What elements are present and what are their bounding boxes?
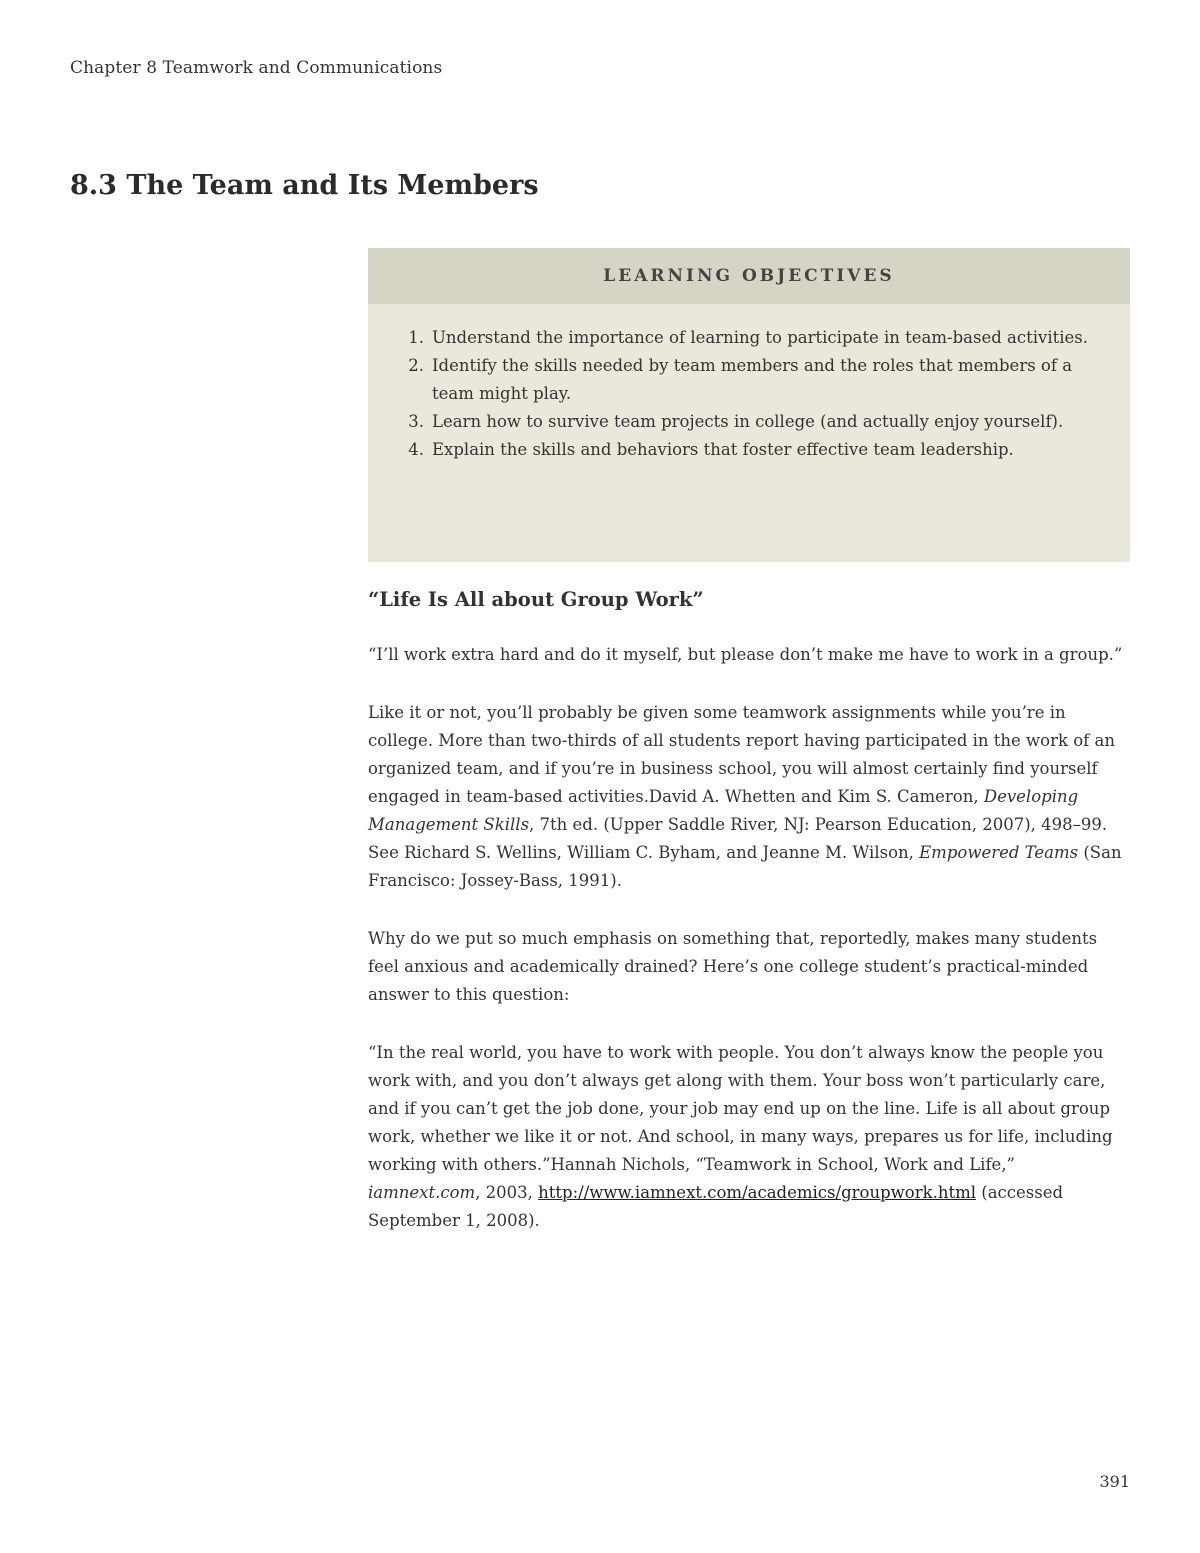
objective-item xyxy=(408,324,1090,352)
objective-number: 3. xyxy=(408,412,424,431)
paragraph-teamwork-assignments xyxy=(368,699,1130,895)
paragraph-text: , 2003, xyxy=(475,1183,539,1202)
subheading: “Life Is All about Group Work” xyxy=(368,588,704,611)
learning-objectives-header: LEARNING OBJECTIVES xyxy=(368,248,1130,304)
book-title: Developing Management Skills xyxy=(368,787,1079,834)
objective-number: 2. xyxy=(408,356,424,375)
website-name: iamnext.com xyxy=(368,1183,476,1202)
paragraph-text: “In the real world, you have to work with people. You don’t always know the people you work with, and you don’t always get along with them. Your boss won’t particularly care, and if you can’t get the job done, your job may end up on the line. Life is all about group work, whether we like it or not. And school, in many ways, prepares us for life, including working with others.”Hannah Nichols, “Teamwork in School, Work and Life,” xyxy=(368,1043,1113,1174)
paragraph-quote: “I’ll work extra hard and do it myself, but please don’t make me have to work in a group.” xyxy=(368,645,1123,664)
paragraph-student-answer xyxy=(368,1039,1130,1235)
objective-number: 4. xyxy=(408,440,424,459)
learning-objectives-list xyxy=(368,304,1130,464)
objective-item xyxy=(408,352,1090,408)
paragraph-text: Like it or not, you’ll probably be given some teamwork assignments while you’re in college. More than two-thirds of all students report having participated in the work of an organized team, and if you’re in business school, you will almost certainly find yourself engaged in team-based activities.David A. Whetten and Kim S. Cameron, xyxy=(368,703,1115,806)
paragraph-emphasis-question: Why do we put so much emphasis on something that, reportedly, makes many students feel anxious and academically drained? Here’s one college student’s practical-minded answer to this question: xyxy=(368,929,1098,1004)
section-title: 8.3 The Team and Its Members xyxy=(70,170,539,201)
objective-text: Understand the importance of learning to participate in team-based activities. xyxy=(432,328,1088,347)
learning-objectives-box xyxy=(368,248,1130,562)
objective-text: Identify the skills needed by team members and the roles that members of a team might play. xyxy=(432,356,1073,403)
page-number: 391 xyxy=(1099,1472,1130,1491)
main-content xyxy=(368,583,1130,1265)
running-head: Chapter 8 Teamwork and Communications xyxy=(70,58,443,78)
book-title: Empowered Teams xyxy=(919,843,1079,862)
paragraph-text: , 7th ed. (Upper Saddle River, NJ: Pearson Education, 2007), 498–99. See Richard S. Wellins, William C. Byham, and Jeanne M. Wilson, xyxy=(368,815,1108,862)
objective-text: Learn how to survive team projects in college (and actually enjoy yourself). xyxy=(432,412,1064,431)
objective-number: 1. xyxy=(408,328,424,347)
paragraph-text: (San Francisco: Jossey-Bass, 1991). xyxy=(368,843,1122,890)
paragraph-text: (accessed September 1, 2008). xyxy=(368,1183,1064,1230)
objective-item xyxy=(408,408,1090,436)
objective-text: Explain the skills and behaviors that foster effective team leadership. xyxy=(432,440,1014,459)
source-link[interactable]: http://www.iamnext.com/academics/groupwork.html xyxy=(538,1183,977,1202)
objective-item xyxy=(408,436,1090,464)
